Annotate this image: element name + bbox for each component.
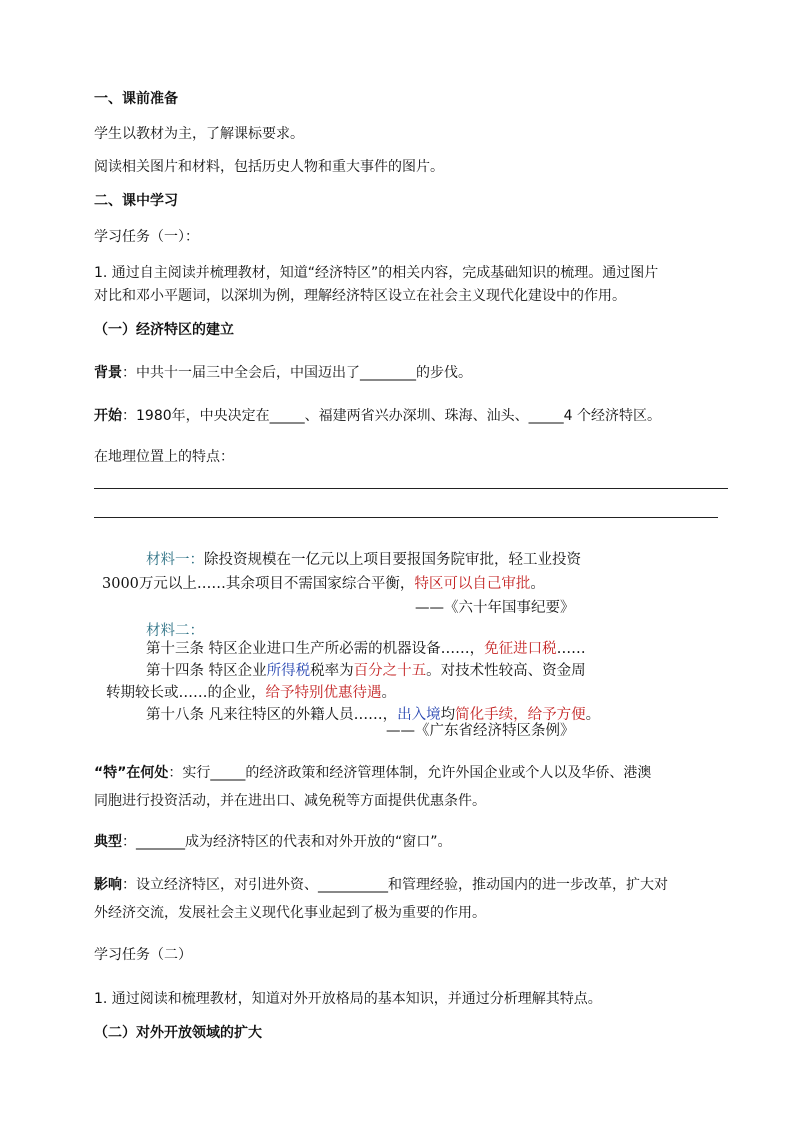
special-line	[94, 764, 651, 782]
text: 第十四条 特区企业	[146, 663, 267, 679]
paragraph: 学生以教材为主，了解课标要求。	[94, 126, 304, 142]
paragraph: 外经济交流，发展社会主义现代化事业起到了极为重要的作用。	[94, 905, 486, 921]
material-2-line	[146, 662, 586, 680]
material-2-source: ——《广东省经济特区条例》	[386, 723, 575, 739]
text: 的经济政策和经济管理体制，允许外国企业或个人以及华侨、港澳	[245, 765, 652, 781]
text: 转期较长或……的企业，	[106, 685, 266, 701]
highlight-text: 免征进口税	[484, 641, 557, 657]
paragraph: 阅读相关图片和材料，包括历史人物和重大事件的图片。	[94, 159, 444, 175]
highlight-text: 百分之十五	[353, 663, 427, 679]
fill-blank: _____	[210, 765, 246, 781]
text: 成为经济特区的代表和对外开放的“窗口”。	[185, 834, 452, 850]
text: ：设立经济特区，对引进外资、	[122, 877, 318, 893]
task-1-description: 1. 通过自主阅读并梳理教材，知道“经济特区”的相关内容，完成基础知识的梳理。通过图片	[94, 265, 659, 281]
influence-line	[94, 876, 668, 894]
text: ：中共十一届三中全会后，中国迈出了	[122, 365, 360, 381]
fill-blank: _______	[136, 834, 185, 850]
text: 税率为	[310, 663, 354, 679]
highlight-text: 简化手续，给予方便	[455, 707, 586, 723]
text: ：1980年，中央决定在	[122, 408, 270, 424]
geo-prompt: 在地理位置上的特点：	[94, 449, 234, 465]
text: 、福建两省兴办深圳、珠海、汕头、	[304, 408, 529, 424]
text: 4 个经济特区。	[563, 408, 661, 424]
text: 的步伐。	[416, 365, 472, 381]
subsection-1-heading: （一）经济特区的建立	[94, 322, 234, 338]
text: 和管理经验，推动国内的进一步改革，扩大对	[388, 877, 668, 893]
subsection-2-heading: （二）对外开放领域的扩大	[94, 1025, 262, 1041]
material-2-line	[146, 640, 586, 658]
typical-label: 典型	[94, 834, 122, 850]
text: 。	[530, 576, 545, 592]
text: 除投资规模在一亿元以上项目要报国务院审批，轻工业投资	[204, 552, 581, 568]
special-label: “特”在何处	[94, 765, 169, 781]
text: 3000万元以上……其余项目不需国家综合平衡，	[102, 576, 415, 592]
answer-line	[94, 517, 718, 518]
paragraph: 同胞进行投资活动，并在进出口、减免税等方面提供优惠条件。	[94, 793, 486, 809]
material-2-label: 材料二：	[146, 623, 204, 639]
task-2-heading: 学习任务（二）	[94, 947, 192, 963]
text: ：实行	[168, 765, 211, 781]
answer-line	[94, 488, 728, 489]
material-1-label: 材料一：	[146, 552, 204, 568]
text: 均	[440, 707, 456, 723]
material-2-line	[106, 684, 396, 702]
task-2-description: 1. 通过阅读和梳理教材，知道对外开放格局的基本知识，并通过分析理解其特点。	[94, 991, 602, 1007]
highlight-text: 给予特别优惠待遇	[265, 685, 382, 701]
text: 第十八条 凡来往特区的外籍人员……，	[146, 707, 398, 723]
text: ：	[122, 834, 136, 850]
start-line	[94, 407, 661, 425]
text: 。	[585, 707, 601, 723]
text: 。对技术性较高、资金周	[426, 663, 586, 679]
material-1-source: ——《六十年国事纪要》	[415, 600, 575, 616]
highlight-text: 出入境	[397, 707, 441, 723]
text: 。	[381, 685, 396, 701]
highlight-text: 所得税	[266, 663, 311, 679]
task-1-heading: 学习任务（一）：	[94, 229, 199, 245]
background-line	[94, 364, 472, 382]
fill-blank: ________	[360, 365, 416, 381]
text: 第十三条 特区企业进口生产所必需的机器设备……，	[146, 641, 485, 657]
fill-blank: _____	[528, 408, 564, 424]
background-label: 背景	[94, 365, 122, 381]
fill-blank: _____	[269, 408, 305, 424]
text: ……	[556, 641, 586, 657]
influence-label: 影响	[94, 877, 122, 893]
section-2-heading: 二、课中学习	[94, 193, 178, 209]
material-1-line	[102, 575, 545, 593]
material-1-line	[146, 551, 581, 569]
section-1-heading: 一、课前准备	[94, 91, 178, 107]
typical-line	[94, 833, 452, 851]
highlight-text: 特区可以自己审批	[414, 576, 531, 592]
fill-blank: __________	[318, 877, 388, 893]
task-1-description: 对比和邓小平题词，以深圳为例，理解经济特区设立在社会主义现代化建设中的作用。	[94, 288, 626, 304]
start-label: 开始	[94, 408, 122, 424]
